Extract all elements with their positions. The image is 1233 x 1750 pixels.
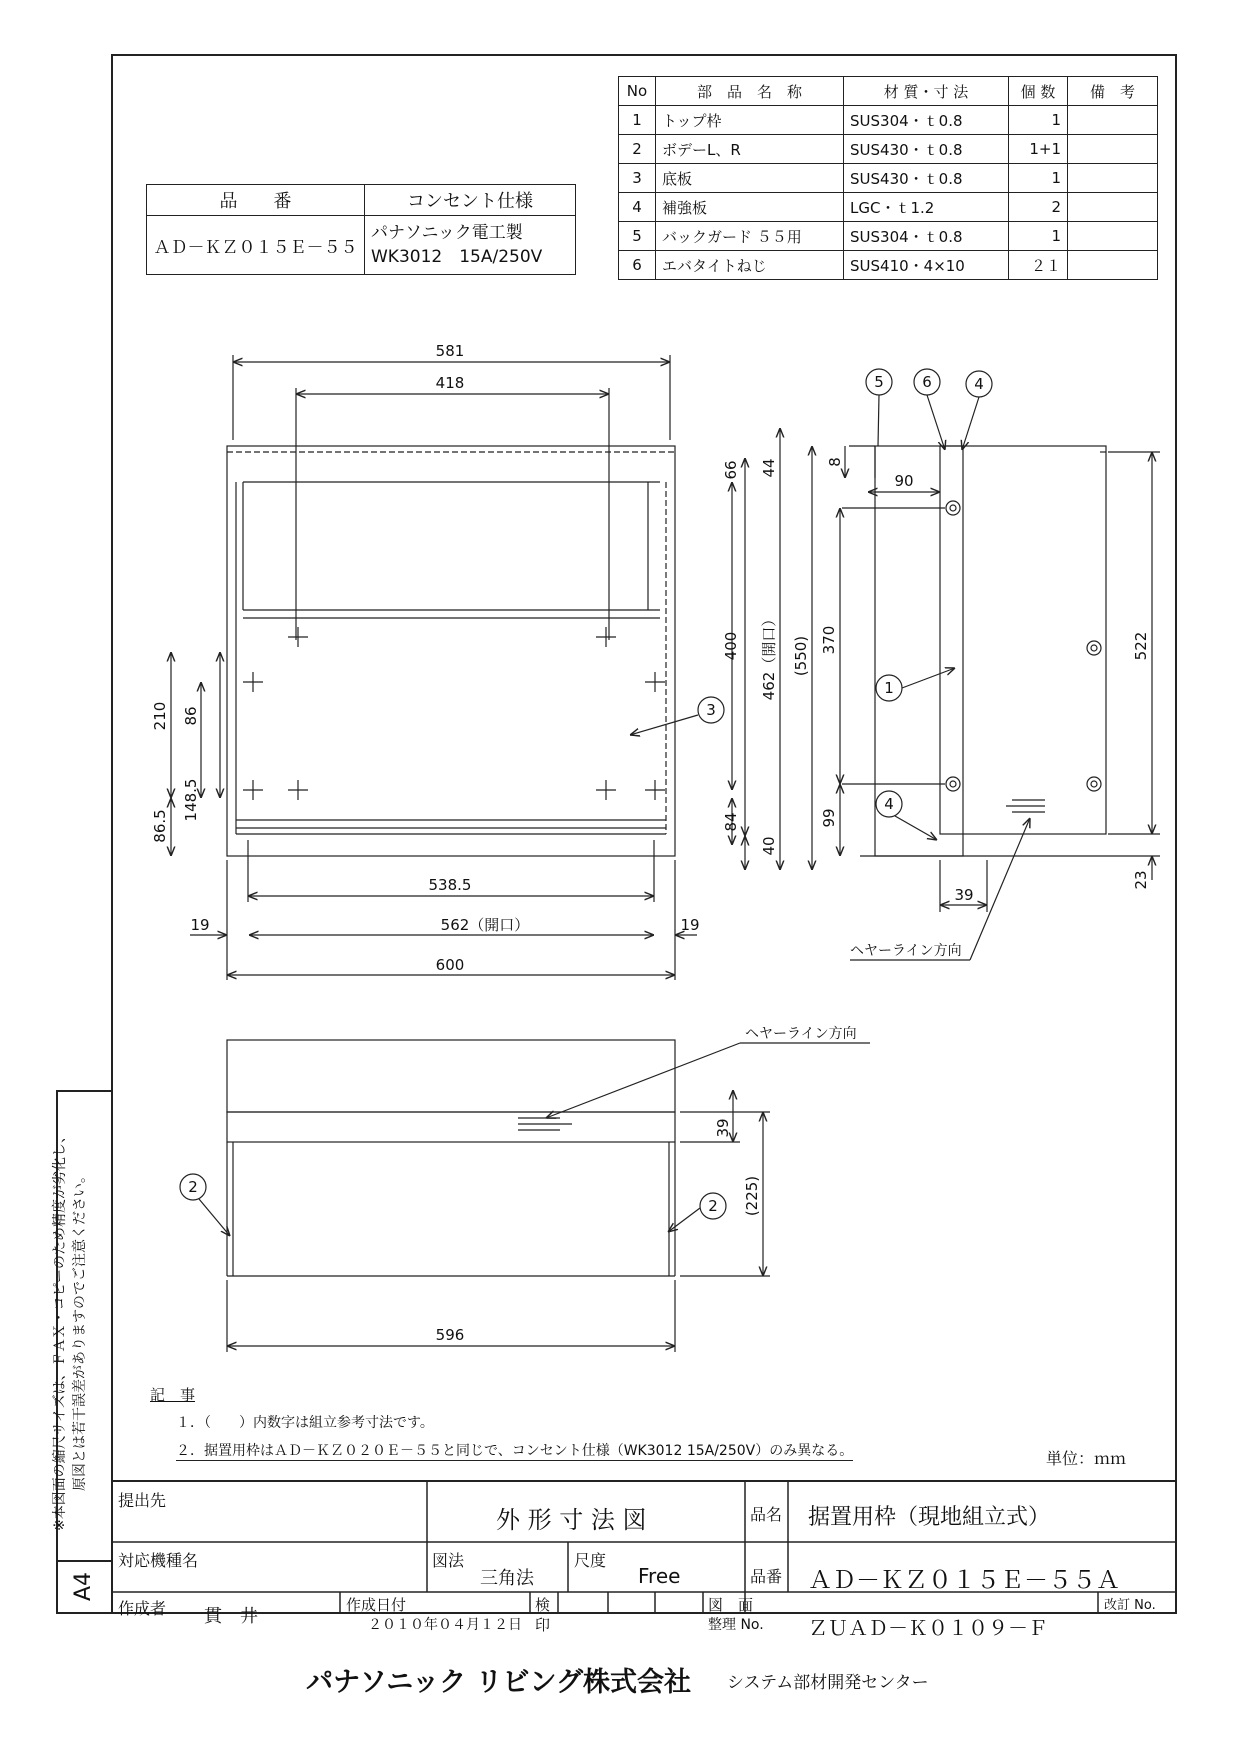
dim-40: 40 bbox=[760, 836, 778, 856]
hairline-label-side: ヘヤーライン方向 bbox=[850, 943, 962, 959]
balloon-2a: 2 bbox=[188, 1178, 198, 1196]
row-no: 5 bbox=[619, 222, 656, 251]
dim-19b: 19 bbox=[680, 916, 700, 934]
row-no: 3 bbox=[619, 164, 656, 193]
row-name: 底板 bbox=[656, 164, 844, 193]
row-qty: 2 bbox=[1009, 193, 1068, 222]
dim-66: 66 bbox=[722, 460, 740, 480]
dim-400: 400 bbox=[722, 631, 740, 661]
balloon-4a: 4 bbox=[974, 375, 984, 393]
balloon-4b: 4 bbox=[884, 795, 894, 813]
notes-heading: 記 事 bbox=[150, 1386, 196, 1404]
header-name: 部 品 名 称 bbox=[656, 77, 844, 106]
spec-outlet-line1: パナソニック電工製 bbox=[371, 223, 523, 243]
unit-label: 単位：ｍｍ bbox=[1046, 1449, 1127, 1468]
drawing-no-label-2: 整理 No. bbox=[708, 1617, 764, 1633]
date: ２０１０年０４月１２日 bbox=[368, 1617, 522, 1633]
notes-line2: ２．据置用枠はＡＤ－ＫＺ０２０Ｅ－５５と同じで、コンセント仕様（WK3012 15A/250V）のみ異なる。 bbox=[176, 1440, 853, 1461]
row-material: SUS304・ｔ0.8 bbox=[844, 106, 1009, 135]
row-qty: 1+1 bbox=[1009, 135, 1068, 164]
header-qty: 個 数 bbox=[1009, 77, 1068, 106]
row-qty: ２１ bbox=[1009, 251, 1068, 280]
dim-86: 86 bbox=[182, 706, 200, 726]
row-no: 6 bbox=[619, 251, 656, 280]
row-material: SUS430・ｔ0.8 bbox=[844, 135, 1009, 164]
number-label: 品番 bbox=[750, 1567, 783, 1586]
spec-outlet-line2: WK3012 15A/250V bbox=[371, 247, 543, 267]
method-label: 図法 bbox=[432, 1551, 465, 1570]
dim-148: 148.5 bbox=[182, 778, 200, 822]
name-label: 品名 bbox=[750, 1505, 783, 1524]
dim-522: 522 bbox=[1132, 631, 1150, 661]
hairline-label-top: ヘヤーライン方向 bbox=[745, 1026, 857, 1042]
author: 貫 井 bbox=[204, 1606, 258, 1627]
author-label: 作成者 bbox=[118, 1599, 167, 1618]
front-body bbox=[227, 446, 675, 856]
dim-44: 44 bbox=[760, 458, 778, 478]
row-no: 4 bbox=[619, 193, 656, 222]
method-value: 三角法 bbox=[480, 1568, 534, 1589]
dim-8: 8 bbox=[826, 457, 844, 467]
product-number: ＡＤ－ＫＺ０１５Ｅ－５５Ａ bbox=[808, 1566, 1120, 1594]
notes-line1: １．（ ）内数字は組立参考寸法です。 bbox=[176, 1415, 434, 1431]
header-no: No bbox=[619, 77, 656, 106]
row-name: エバタイトねじ bbox=[656, 251, 844, 280]
row-material: SUS304・ｔ0.8 bbox=[844, 222, 1009, 251]
row-qty: 1 bbox=[1009, 164, 1068, 193]
row-material: LGC・ｔ1.2 bbox=[844, 193, 1009, 222]
dim-86b: 86.5 bbox=[151, 809, 169, 843]
dim-418: 418 bbox=[435, 374, 465, 392]
dim-39-top: 39 bbox=[714, 1118, 732, 1138]
dim-581: 581 bbox=[435, 342, 465, 360]
scale-label: 尺度 bbox=[574, 1551, 607, 1570]
row-name: バックガード ５５用 bbox=[656, 222, 844, 251]
dim-600: 600 bbox=[435, 956, 465, 974]
balloon-2b: 2 bbox=[708, 1197, 718, 1215]
dim-210: 210 bbox=[151, 701, 169, 731]
paper-size: A4 bbox=[71, 1571, 96, 1602]
row-no: 2 bbox=[619, 135, 656, 164]
dim-19a: 19 bbox=[190, 916, 210, 934]
model-label: 対応機種名 bbox=[118, 1551, 199, 1570]
row-name: 補強板 bbox=[656, 193, 844, 222]
dim-90: 90 bbox=[894, 472, 914, 490]
department-name: システム部材開発センター bbox=[727, 1673, 929, 1693]
balloon-1: 1 bbox=[884, 679, 894, 697]
dim-562: 562（開口） bbox=[440, 916, 530, 934]
dim-39-side: 39 bbox=[954, 886, 974, 904]
dim-23: 23 bbox=[1132, 870, 1150, 890]
header-material: 材 質・寸 法 bbox=[844, 77, 1009, 106]
row-material: SUS430・ｔ0.8 bbox=[844, 164, 1009, 193]
header-note: 備 考 bbox=[1068, 77, 1158, 106]
dim-550: (550) bbox=[792, 635, 810, 677]
spec-header-outlet: コンセント仕様 bbox=[365, 185, 576, 216]
row-name: ボデーL、R bbox=[656, 135, 844, 164]
row-no: 1 bbox=[619, 106, 656, 135]
row-qty: 1 bbox=[1009, 222, 1068, 251]
balloon-3: 3 bbox=[706, 701, 716, 719]
dim-225: (225) bbox=[743, 1175, 761, 1217]
drawing-title: 外 形 寸 法 図 bbox=[496, 1506, 647, 1534]
row-qty: 1 bbox=[1009, 106, 1068, 135]
dim-99: 99 bbox=[820, 808, 838, 828]
spec-part-number: ＡＤ－ＫＺ０１５Ｅ－５５ bbox=[147, 216, 365, 275]
product-name: 据置用枠（現地組立式） bbox=[808, 1505, 1051, 1530]
side-note-text: ※本図面の縮尺サイズは、ＦＡＸ・コピーのため精度が劣化し、 原図とは若干誤差がありますのでご注意ください。 bbox=[52, 1128, 88, 1532]
check-label-1: 検 bbox=[535, 1596, 551, 1614]
check-label-2: 印 bbox=[535, 1616, 551, 1634]
row-material: SUS410・4×10 bbox=[844, 251, 1009, 280]
row-name: トップ枠 bbox=[656, 106, 844, 135]
dim-596: 596 bbox=[435, 1326, 465, 1344]
balloon-6: 6 bbox=[922, 373, 932, 391]
drawing-no-label-1: 図 面 bbox=[708, 1596, 754, 1614]
revision-label: 改訂 No. bbox=[1104, 1598, 1156, 1613]
date-label: 作成日付 bbox=[346, 1596, 407, 1614]
submit-label: 提出先 bbox=[118, 1491, 167, 1510]
dim-462: 462（開口） bbox=[760, 611, 778, 701]
dim-538: 538.5 bbox=[428, 876, 472, 894]
company-name: パナソニック リビング株式会社 bbox=[306, 1667, 691, 1698]
dim-370: 370 bbox=[820, 625, 838, 655]
drawing-no: ＺＵＡＤ－Ｋ０１０９－Ｆ bbox=[808, 1616, 1048, 1640]
dim-84: 84 bbox=[722, 812, 740, 832]
balloon-5: 5 bbox=[874, 373, 884, 391]
scale-value: Free bbox=[638, 1564, 681, 1588]
spec-header-part: 品 番 bbox=[147, 185, 365, 216]
top-view-body bbox=[227, 1040, 675, 1112]
